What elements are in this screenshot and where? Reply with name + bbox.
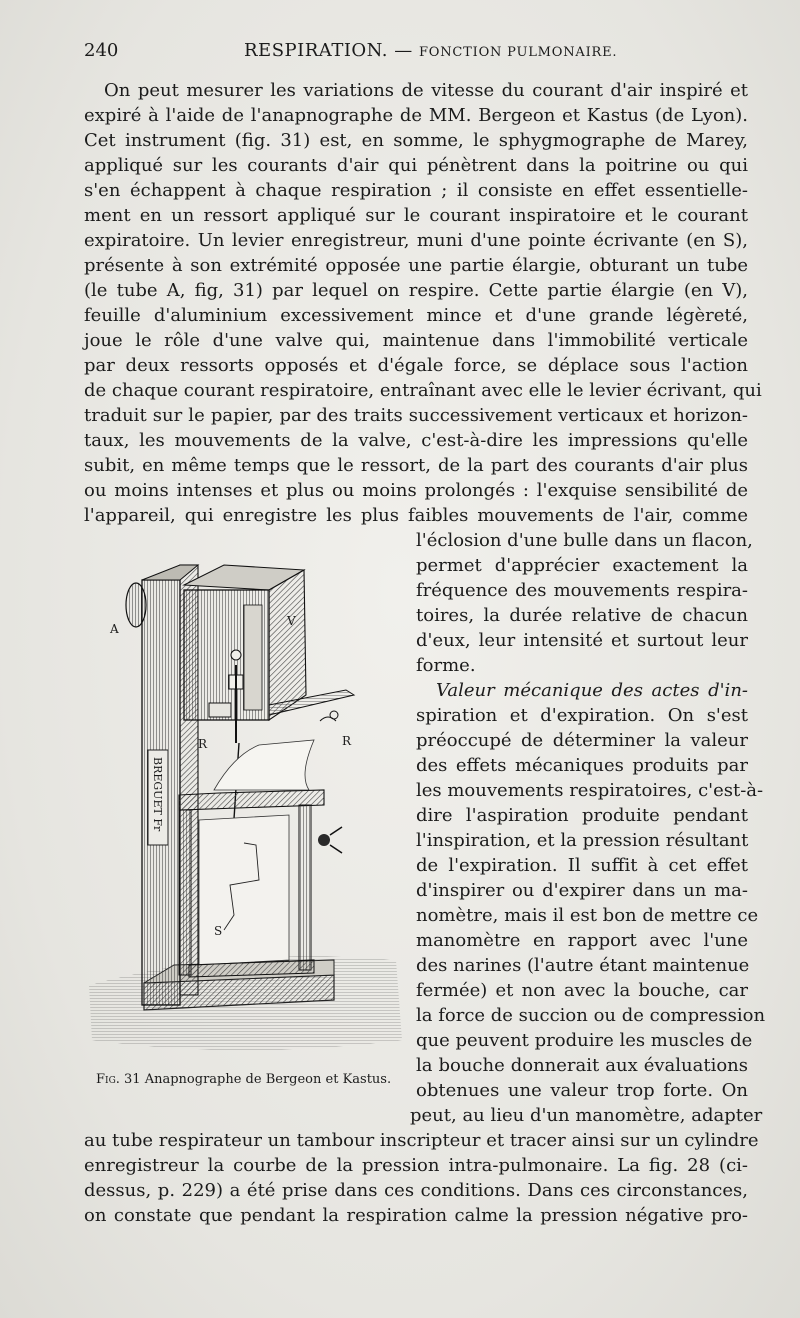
text-line: taux, les mouvements de la valve, c'est-à-dire les impressions qu'elle — [84, 430, 748, 451]
text-line: dire l'aspiration produite pendant — [416, 805, 748, 826]
text-line: On peut mesurer les variations de vitesse du courant d'air inspiré et — [104, 80, 748, 101]
tube-a — [126, 583, 146, 627]
text-line: enregistreur la courbe de la pression intra-pulmonaire. La fig. 28 (ci- — [84, 1155, 748, 1176]
label-r-left: R — [198, 737, 208, 751]
section-heading-line: Valeur mécanique des actes d'in- — [436, 680, 748, 701]
text-line: feuille d'aluminium excessivement mince et d'une grande légèreté, — [84, 305, 748, 326]
text-line: préoccupé de déterminer la valeur — [416, 730, 748, 751]
running-title-main: RESPIRATION. — [244, 40, 389, 61]
text-line: l'appareil, qui enregistre les plus faibles mouvements de l'air, comme — [84, 505, 748, 526]
text-line: d'inspirer ou d'expirer dans un ma- — [416, 880, 748, 901]
text-line: par deux ressorts opposés et d'égale force, se déplace sous l'action — [84, 355, 748, 376]
text-line: manomètre en rapport avec l'une — [416, 930, 748, 951]
text-line: nomètre, mais il est bon de mettre ce — [416, 905, 759, 926]
maker-mark: BREGUET Fr — [151, 757, 164, 832]
label-s: S — [214, 924, 223, 938]
text-line: subit, en même temps que le ressort, de la part des courants d'air plus — [84, 455, 748, 476]
text-line: spiration et d'expiration. On s'est — [416, 705, 748, 726]
running-header — [84, 40, 752, 66]
text-line: dessus, p. 229) a été prise dans ces conditions. Dans ces circonstances, — [84, 1180, 748, 1201]
text-line: de l'expiration. Il suffit à cet effet — [416, 855, 748, 876]
label-a: A — [110, 622, 119, 636]
maker-plate — [148, 750, 168, 845]
text-line: ment en un ressort appliqué sur le courant inspiratoire et le courant — [84, 205, 748, 226]
text-line: les mouvements respiratoires, c'est-à- — [416, 780, 764, 801]
running-title-sub: FONCTION PULMONAIRE. — [418, 45, 618, 60]
page-number: 240 — [84, 40, 119, 61]
text-line: d'eux, leur intensité et surtout leur — [416, 630, 748, 651]
valve-box — [184, 565, 306, 720]
text-line: s'en échappent à chaque respiration ; il consiste en effet essentielle- — [84, 180, 748, 201]
text-line: obtenues une valeur trop forte. On — [416, 1080, 748, 1101]
text-line: des narines (l'autre étant maintenue — [416, 955, 750, 976]
text-line: joue le rôle d'une valve qui, maintenue dans l'immobilité verticale — [84, 330, 748, 351]
text-line: permet d'apprécier exactement la — [416, 555, 748, 576]
text-line: toires, la durée relative de chacun — [416, 605, 748, 626]
text-line: traduit sur le papier, par des traits successivement verticaux et horizon- — [84, 405, 748, 426]
text-line: la force de succion ou de compression — [416, 1005, 766, 1026]
text-line: Cet instrument (fig. 31) est, en somme, le sphygmographe de Marey, — [84, 130, 748, 151]
text-line: peut, au lieu d'un manomètre, adapter — [410, 1105, 763, 1126]
text-line: ou moins intenses et plus ou moins prolongés : l'exquise sensibilité de — [84, 480, 748, 501]
text-line: l'éclosion d'une bulle dans un flacon, — [416, 530, 753, 551]
text-line: fréquence des mouvements respira- — [416, 580, 748, 601]
paper-frame — [179, 790, 342, 977]
text-line: forme. — [416, 655, 476, 676]
running-title-separator: — — [394, 40, 413, 61]
text-line: (le tube A, fig, 31) par lequel on respire. Cette partie élargie (en V), — [84, 280, 748, 301]
caption-label: Fig. 31 — [96, 1072, 141, 1087]
caption-text: Anapnographe de Bergeon et Kastus. — [144, 1072, 392, 1087]
text-line: des effets mécaniques produits par — [416, 755, 748, 776]
text-line: que peuvent produire les muscles de — [416, 1030, 753, 1051]
text-line: expiratoire. Un levier enregistreur, muni d'une pointe écrivante (en S), — [84, 230, 748, 251]
text-line: présente à son extrémité opposée une partie élargie, obturant un tube — [84, 255, 748, 276]
label-v: V — [287, 614, 296, 628]
text-line: on constate que pendant la respiration calme la pression négative pro- — [84, 1205, 748, 1226]
paper-sheet — [214, 740, 314, 790]
figure-anapnographe — [84, 545, 406, 1055]
running-title — [244, 40, 617, 61]
text-line: expiré à l'aide de l'anapnographe de MM. Bergeon et Kastus (de Lyon). — [84, 105, 748, 126]
figure-caption — [96, 1072, 406, 1087]
text-line: au tube respirateur un tambour inscripteur et tracer ainsi sur un cylindre — [84, 1130, 759, 1151]
anapnographe-illustration — [84, 545, 406, 1055]
text-line: la bouche donnerait aux évaluations — [416, 1055, 748, 1076]
text-line: fermée) et non avec la bouche, car — [416, 980, 748, 1001]
text-line: l'inspiration, et la pression résultant — [416, 830, 749, 851]
text-line: de chaque courant respiratoire, entraînant avec elle le levier écrivant, qui — [84, 380, 762, 401]
text-line: appliqué sur les courants d'air qui pénètrent dans la poitrine ou qui — [84, 155, 748, 176]
label-r-right: R — [342, 734, 352, 748]
